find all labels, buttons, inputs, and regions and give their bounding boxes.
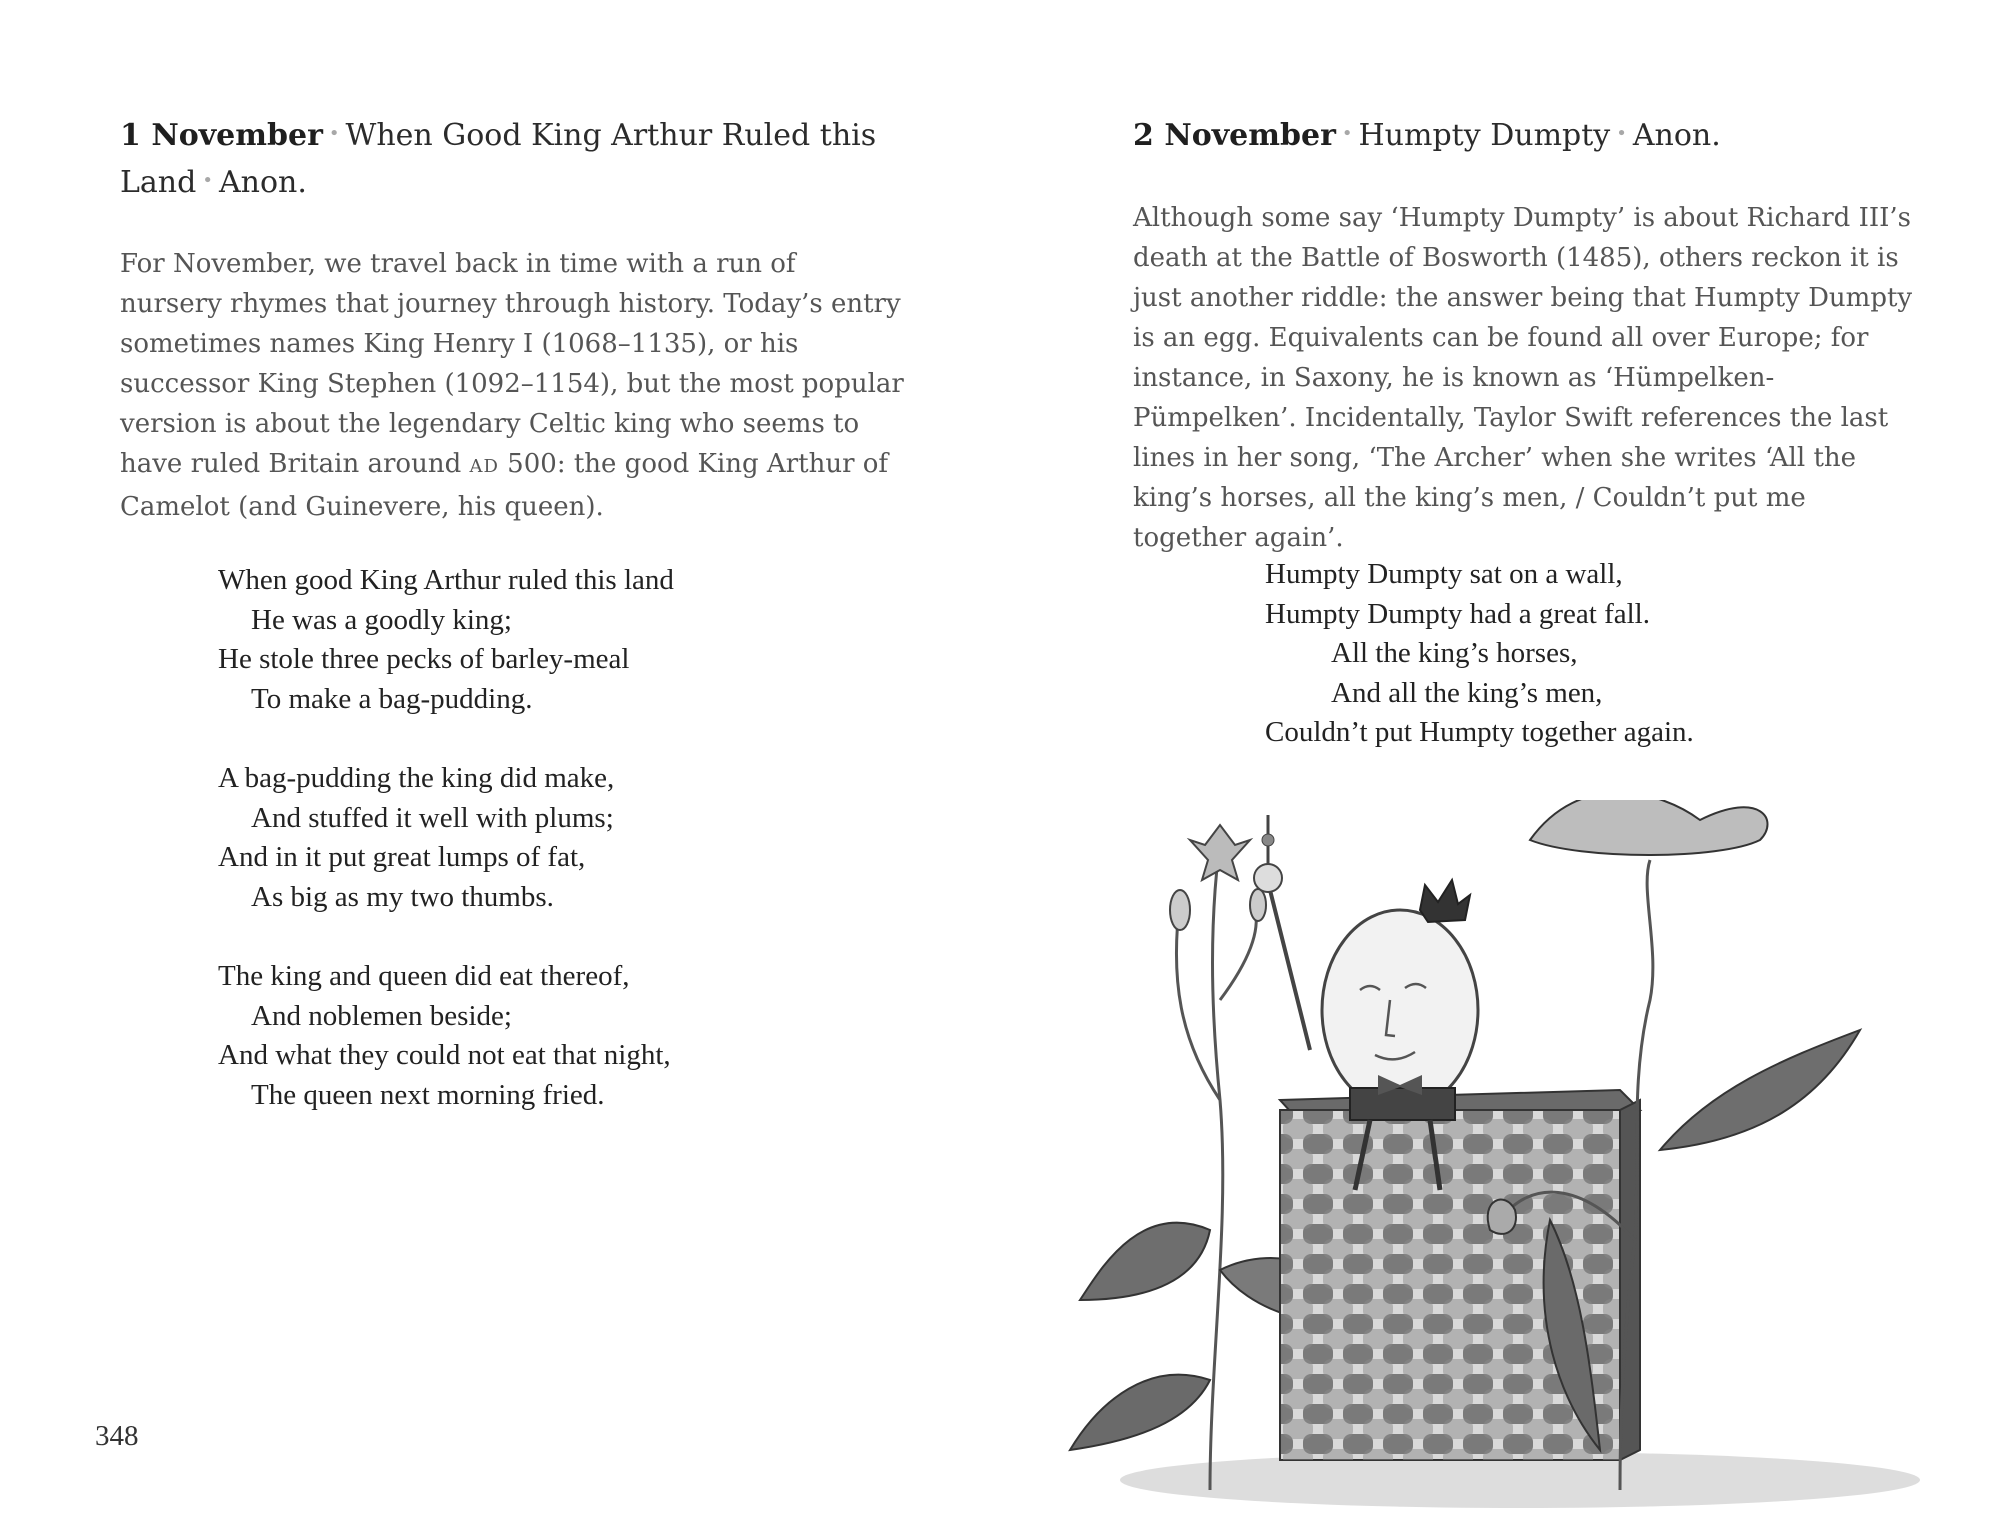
poem-line: The queen next morning fried. [251,1078,605,1111]
poem-line: And what they could not eat that night, [218,1039,671,1071]
poem-line: Humpty Dumpty sat on a wall, [1265,558,1623,590]
heading-separator: • [1616,123,1627,144]
scepter [1270,890,1310,1050]
right-flower-petals [1530,800,1768,855]
entry-date: 1 November [120,118,323,153]
left-flower-leaf [1080,1223,1210,1300]
left-flower-leaf [1070,1375,1210,1450]
poem [218,561,674,1155]
crown-icon [1420,880,1470,922]
scepter-orb [1254,864,1282,892]
page-number: 348 [95,1420,139,1452]
poem-line: When good King Arthur ruled this land [218,564,674,596]
intro-era-abbreviation: AD [469,456,499,477]
poem [1265,555,1694,753]
entry-title-continued: Land [120,165,197,200]
entry-introduction: Although some say ‘Humpty Dumpty’ is about Richard III’s death at the Battle of Bosworth (1485), others reckon it is just another riddle: the answer being that Humpty Dumpty is an egg. Equivalents can be found all over Europe; for instance, in Saxony, he is known as ‘Hümpelken-Pümpelken’. Incidentally, Taylor Swift references the last lines in her song, ‘The Archer’ when she writes ‘All the king’s horses, all the king’s men, / Couldn’t put me together again’. [1133,203,1913,553]
scepter-bead [1262,834,1274,846]
entry-title: Humpty Dumpty [1358,118,1611,153]
left-flower-bud [1170,890,1190,930]
entry-heading [120,113,900,207]
left-flower-blossom [1190,825,1250,880]
poem-line: He stole three pecks of barley-meal [218,643,630,675]
entry-introduction [120,244,905,527]
poem-line: All the king’s horses, [1331,637,1578,669]
entry-heading [1133,113,1953,160]
poem-line: The king and queen did eat thereof, [218,960,630,992]
intro-text: For November, we travel back in time with a run of nursery rhymes that journey through history. Today’s entry sometimes names King Henry I (1068–1135), or his successor King Stephen (1092–1154), but the most popular version is about the legendary Celtic king who seems to have ruled Britain around [120,249,904,479]
entry-author: Anon. [1632,118,1721,153]
poem-line: And stuffed it well with plums; [251,801,614,834]
entry-title: When Good King Arthur Ruled this [345,118,877,153]
heading-separator: • [202,170,213,191]
poem-line: He was a goodly king; [251,603,512,636]
poem-line: And all the king’s men, [1331,676,1603,709]
poem-line: As big as my two thumbs. [251,880,554,913]
poem-line: And in it put great lumps of fat, [218,841,586,873]
humpty-egg-body [1322,910,1478,1110]
entry-date: 2 November [1133,118,1336,153]
poem-line: Humpty Dumpty had a great fall. [1265,597,1650,630]
left-flower-bud [1250,889,1266,921]
poem-stanza [218,561,674,719]
poem-line: And noblemen beside; [251,999,512,1032]
poem-line: Couldn’t put Humpty together again. [1265,716,1694,748]
humpty-striped-shorts [1350,1088,1455,1120]
heading-separator: • [1341,123,1353,144]
humpty-dumpty-illustration [1060,800,1960,1520]
right-flower-bud [1488,1200,1516,1234]
poem-stanza [218,759,674,917]
poem-line: To make a bag-pudding. [251,682,533,715]
heading-separator: • [328,123,340,144]
right-flower-leaf [1660,1030,1860,1150]
poem-line: A bag-pudding the king did make, [218,762,615,794]
poem-stanza [218,957,674,1115]
entry-author: Anon. [218,165,307,200]
intro-text-end: 500: the good King Arthur of Camelot (and Guinevere, his queen). [120,449,889,522]
